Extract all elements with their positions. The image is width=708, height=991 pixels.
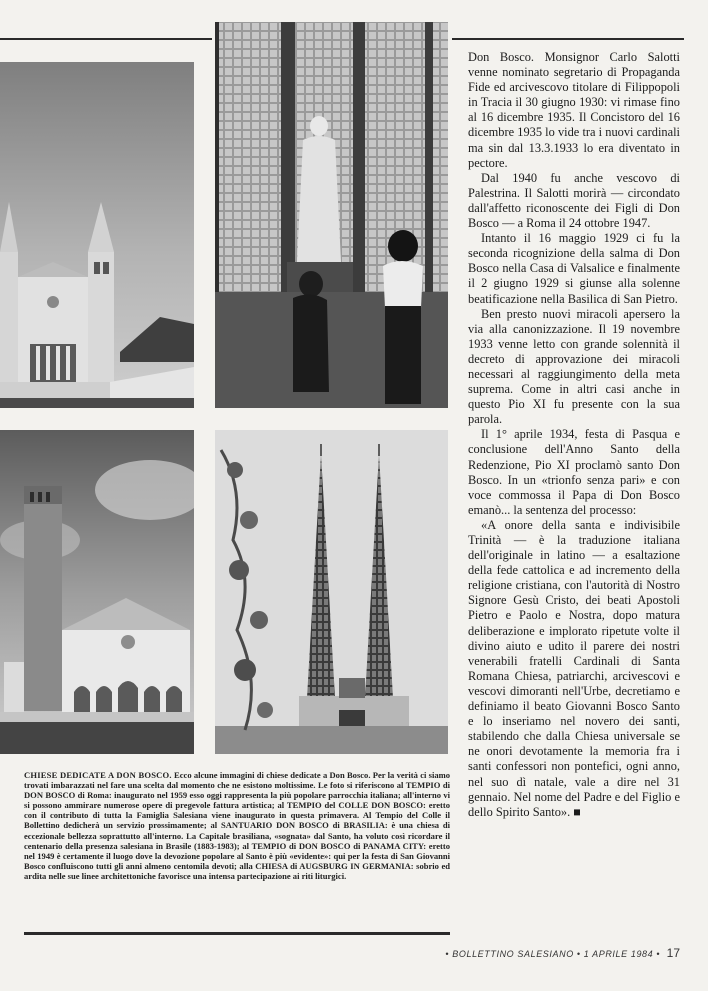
caption-body: Ecco alcune immagini di chiese dedicate a Don Bosco. Per la verità ci siamo trovati imbarazzati nel fare una scelta dal momento che ne esistono moltissime. Le foto si riferiscono al TEMPIO di DON BOSCO di Roma: inaugurato nel 1959 esso oggi rappresenta la più popolare parrocchia italiana; all'interno vi si possono ammirare numerose opere di pregevole fattura artistica; al TEMPIO del COLLE DON BOSCO: eretto con il contributo di tutta la Famiglia Salesiana viene inaugurato in questa primavera. Al Tempio del Colle il Bollettino dedicherà un servizio prossimamente; al SANTUARIO DON BOSCO di BRASILIA: è una chiesa di eccezionale bellezza soprattutto all'interno. La Capitale brasiliana, «sognata» dal Santo, ha voluto così ricordare il centenario della presenza salesiana in Brasile (1883-1983); al TEMPIO di DON BOSCO di PANAMA CITY: eretto nel 1949 è certamente il luogo dove la devozione popolare al Santo è più «evidente»: qui per la festa di San Giovanni Bosco confluiscono tutti gli anni almeno centomila devoti; alla CHIESA di AUGSBURG IN GERMANIA: sobrio ed ardita nelle sue linee architettoniche favorisce una intensa partecipazione ai riti liturgici. — [24, 770, 451, 881]
article-paragraph-6 — [468, 518, 680, 820]
page-number: 17 — [666, 946, 680, 960]
photo-church-tall-tower — [0, 430, 194, 754]
article-paragraph-1: Don Bosco. Monsignor Carlo Salotti venne nominato segretario di Propaganda Fide ed arcivescovo titolare di Filippopoli in Tracia il 30 giugno 1930: vi rimase fino al 16 dicembre 1935. Il Concistoro del 16 dicembre 1935 lo vide tra i nuovi cardinali ma sin dal 13.3.1933 lo era diventato in pectore. — [468, 50, 680, 170]
top-rule-right — [452, 38, 684, 40]
article-text-column — [468, 50, 680, 820]
article-paragraph-3: Intanto il 16 maggio 1929 ci fu la seconda ricognizione della salma di Don Bosco nella Casa di Valsalice e finalmente il 2 giugno 1929 si giunse alla solenne beatificazione nella Basilica di San Pietro. — [468, 231, 680, 306]
photo-church-facade-towers — [0, 62, 194, 408]
photo-twin-spires — [215, 430, 448, 754]
photo-caption — [24, 770, 450, 881]
page-footer — [445, 946, 680, 960]
caption-bottom-rule — [24, 932, 450, 935]
top-rule-left — [0, 38, 212, 40]
article-paragraph-6-text: «A onore della santa e indivisibile Trinità — è la traduzione italiana dell'originale in latino — a esaltazione della fede cattolica e ad incremento della religione cristiana, con l'autorità di Nostro Signore Gesù Cristo, dei beati Apostoli Pietro e Paolo e Nostra, dopo matura deliberazione e implorato ripetute volte il divino aiuto e udito il parere dei nostri venerabili fratelli Cardinali di Santa Romana Chiesa, patriarchi, arcivescovi e vescovi dimoranti nell'Urbe, decretiamo e definiamo il beato Giovanni Bosco Santo e lo inseriamo nel novero dei santi, stabilendo che dalla Chiesa universale se ne onori devotamente la memoria fra i santi confessori non pontefici, ogni anno, nel suo dì natale, vale a dire nel 31 gennaio. Nel nome del Padre e del Figlio e dello Spirito Santo». — [468, 517, 680, 819]
publication-name: • BOLLETTINO SALESIANO • 1 APRILE 1984 • — [445, 949, 661, 959]
article-paragraph-4: Ben presto nuovi miracoli apersero la via alla canonizzazione. Il 19 novembre 1933 venne letto con grande solennità il decreto di approvazione dei miracoli necessari al raggiungimento della meta suprema. Come in altri casi anche in questo Pio XI fu presente con la sua parola. — [468, 306, 680, 427]
caption-lead: CHIESE DEDICATE A DON BOSCO. — [24, 770, 172, 780]
photo-interior-statue-window — [215, 22, 448, 408]
end-mark: ■ — [573, 804, 581, 819]
article-paragraph-2: Dal 1940 fu anche vescovo di Palestrina. Il Salotti morirà — circondato dall'affetto riconoscente dei Figli di Don Bosco — a Roma il 24 ottobre 1947. — [468, 170, 680, 231]
article-paragraph-5: Il 1° aprile 1934, festa di Pasqua e conclusione dell'Anno Santo della Redenzione, Pio XI proclamò santo Don Bosco. In un «trionfo senza pari» e con voce commossa il Papa di Don Bosco emanò... la sentenza del processo: — [468, 427, 680, 517]
